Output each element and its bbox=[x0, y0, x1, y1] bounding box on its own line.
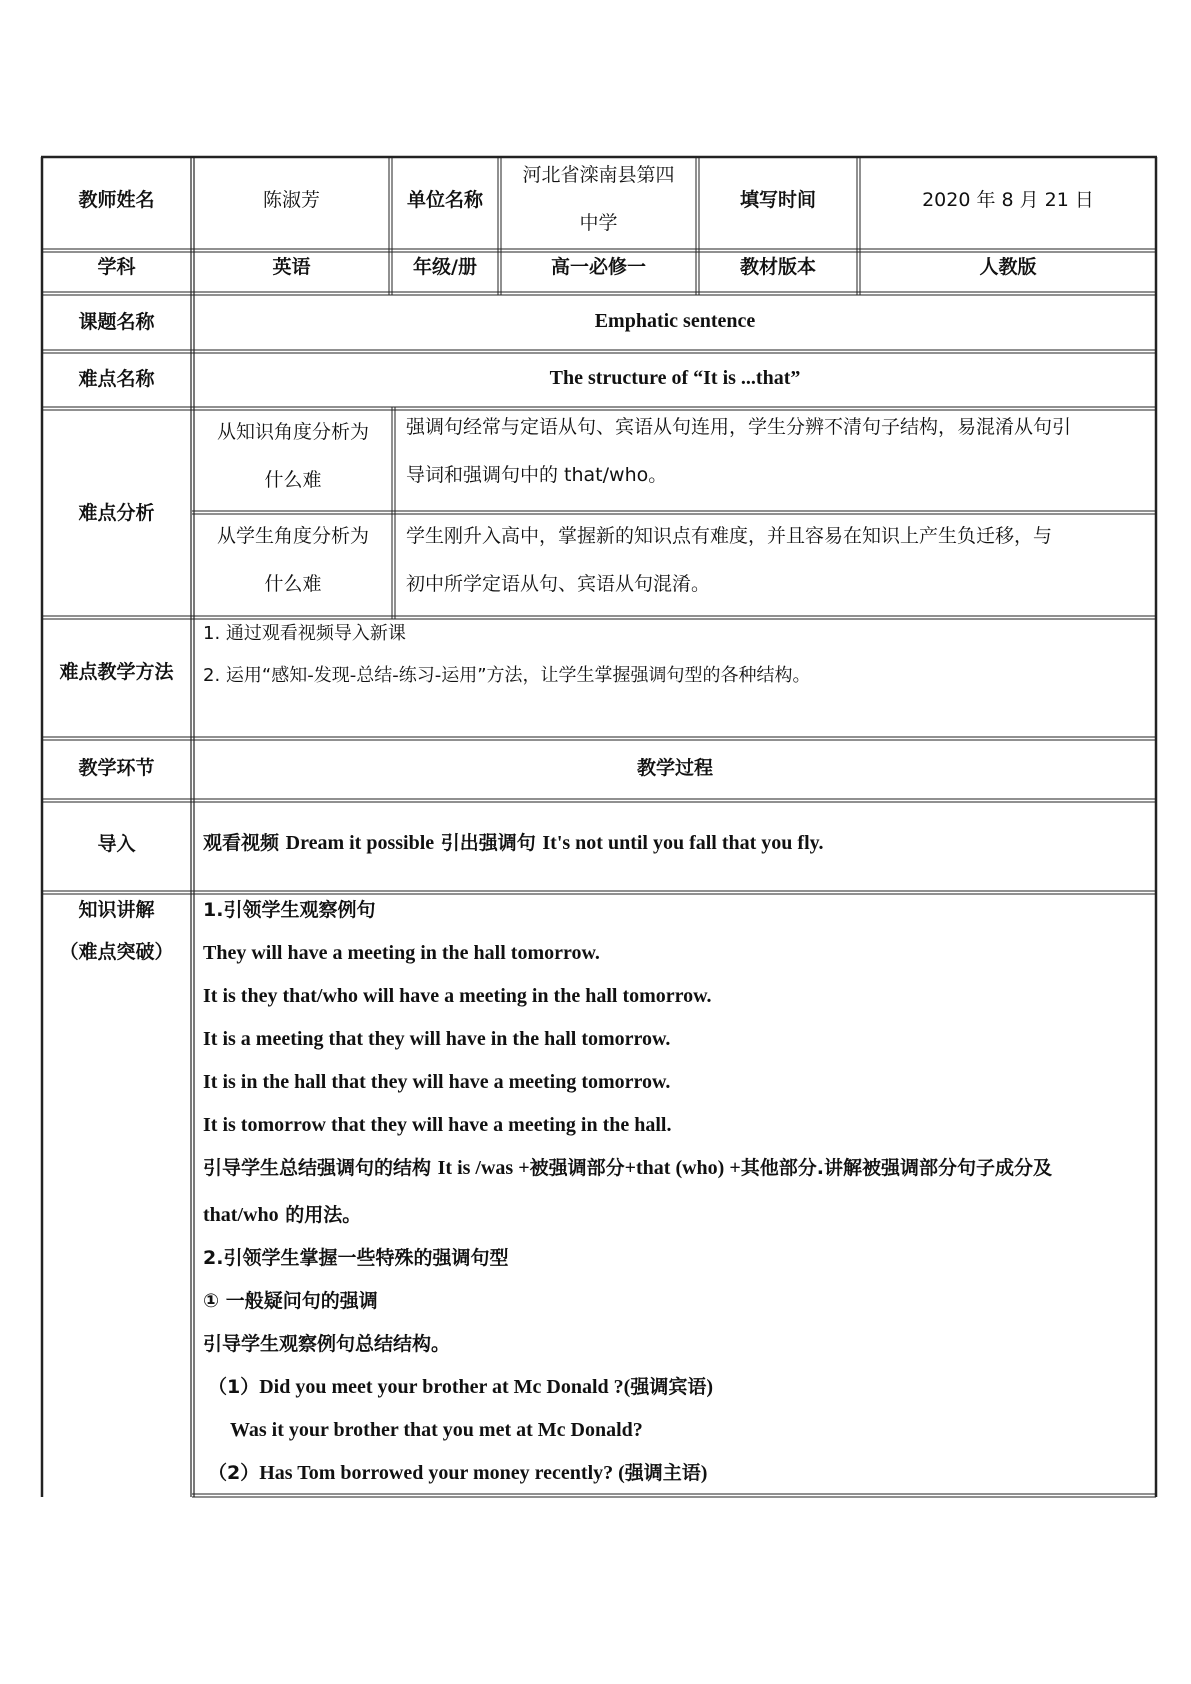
sub1-intro: 引导学生观察例句总结结构。 bbox=[203, 1333, 451, 1355]
summary-en-2: +that (who) + bbox=[624, 1157, 741, 1179]
summary-cn-1: 引导学生总结强调句的结构 bbox=[203, 1157, 438, 1179]
question-1-close: ) bbox=[706, 1376, 714, 1398]
question-2-num: （2） bbox=[208, 1462, 260, 1484]
question-1-en: Did you meet your brother at Mc Donald ?( bbox=[259, 1376, 631, 1398]
question-2-en: Has Tom borrowed your money recently? ( bbox=[259, 1462, 625, 1484]
summary-en-1: It is /was + bbox=[437, 1157, 530, 1179]
student-angle-label-line2: 什么难 bbox=[264, 573, 322, 595]
teacher-name-label: 教师姓名 bbox=[78, 189, 155, 211]
unit-name-value-line1: 河北省滦南县第四 bbox=[522, 164, 675, 186]
subject-value: 英语 bbox=[272, 256, 311, 278]
intro-text-en-1: Dream it possible bbox=[285, 832, 435, 854]
unit-name-value-line2: 中学 bbox=[579, 212, 618, 234]
knowledge-angle-label-line1: 从知识角度分析为 bbox=[216, 421, 369, 443]
intro-label: 导入 bbox=[97, 833, 136, 855]
example-1: They will have a meeting in the hall tomorrow. bbox=[203, 942, 600, 964]
edition-value: 人教版 bbox=[979, 256, 1037, 278]
difficulty-label: 难点名称 bbox=[78, 368, 155, 390]
intro-text-cn-1: 观看视频 bbox=[203, 832, 286, 854]
knowledge-angle-label-line2: 什么难 bbox=[264, 469, 322, 491]
question-1-num: （1） bbox=[208, 1376, 260, 1398]
summary-cn-3: 其他部分.讲解被强调部分句子成分及 bbox=[740, 1157, 1052, 1179]
method-item-1: 1. 通过观看视频导入新课 bbox=[203, 623, 406, 644]
example-2: It is they that/who will have a meeting in the hall tomorrow. bbox=[203, 985, 712, 1007]
intro-text-en-2: It's not until you fall that you fly. bbox=[542, 832, 824, 854]
step1-heading: 1.引领学生观察例句 bbox=[203, 899, 376, 921]
process-step-label: 教学环节 bbox=[78, 757, 155, 779]
topic-value: Emphatic sentence bbox=[594, 310, 756, 332]
example-5: It is tomorrow that they will have a meeting in the hall. bbox=[203, 1114, 672, 1136]
difficulty-value: The structure of “It is ...that” bbox=[549, 367, 801, 389]
step2-heading: 2.引领学生掌握一些特殊的强调句型 bbox=[203, 1247, 509, 1269]
topic-label: 课题名称 bbox=[78, 311, 155, 333]
edition-label: 教材版本 bbox=[739, 256, 816, 278]
intro-text bbox=[203, 831, 824, 855]
grade-value: 高一必修一 bbox=[550, 256, 646, 278]
teacher-name-value: 陈淑芳 bbox=[262, 189, 320, 211]
knowledge-angle-text-line1: 强调句经常与定语从句、宾语从句连用，学生分辨不清句子结构，易混淆从句引 bbox=[406, 416, 1072, 438]
question-2-close: ) bbox=[700, 1462, 708, 1484]
answer-1: Was it your brother that you met at Mc Donald? bbox=[230, 1419, 643, 1441]
knowledge-label-line2: （难点突破） bbox=[59, 941, 174, 963]
intro-text-cn-2: 引出强调句 bbox=[434, 832, 543, 854]
summary-line2 bbox=[203, 1203, 361, 1227]
summary-cn-2: 被强调部分 bbox=[529, 1157, 625, 1179]
summary-line1 bbox=[203, 1156, 1052, 1180]
subject-label: 学科 bbox=[97, 256, 136, 278]
knowledge-angle-text-line2: 导词和强调句中的 that/who。 bbox=[406, 464, 668, 486]
fill-date-label: 填写时间 bbox=[739, 189, 816, 211]
question-1-cn: 强调宾语 bbox=[630, 1376, 707, 1398]
student-angle-text-line1: 学生刚升入高中，掌握新的知识点有难度，并且容易在知识上产生负迁移，与 bbox=[406, 525, 1053, 547]
student-angle-label-line1: 从学生角度分析为 bbox=[216, 525, 369, 547]
summary-cn-4: 的用法。 bbox=[278, 1204, 362, 1226]
question-1 bbox=[208, 1375, 713, 1399]
student-angle-text-line2: 初中所学定语从句、宾语从句混淆。 bbox=[406, 573, 711, 595]
method-item-2: 2. 运用“感知-发现-总结-练习-运用”方法，让学生掌握强调句型的各种结构。 bbox=[203, 665, 811, 686]
unit-name-label: 单位名称 bbox=[406, 189, 483, 211]
fill-date-value: 2020 年 8 月 21 日 bbox=[922, 189, 1094, 211]
analysis-label: 难点分析 bbox=[78, 502, 155, 524]
question-2-cn: 强调主语 bbox=[624, 1462, 701, 1484]
question-2 bbox=[208, 1461, 707, 1485]
knowledge-label-line1: 知识讲解 bbox=[78, 899, 155, 921]
summary-en-3: that/who bbox=[203, 1204, 279, 1226]
method-label: 难点教学方法 bbox=[59, 661, 174, 683]
example-4: It is in the hall that they will have a meeting tomorrow. bbox=[203, 1071, 671, 1093]
sub1-heading: ① 一般疑问句的强调 bbox=[203, 1290, 378, 1312]
grade-label: 年级/册 bbox=[413, 256, 477, 278]
process-value-label: 教学过程 bbox=[636, 757, 713, 779]
example-3: It is a meeting that they will have in the hall tomorrow. bbox=[203, 1028, 671, 1050]
